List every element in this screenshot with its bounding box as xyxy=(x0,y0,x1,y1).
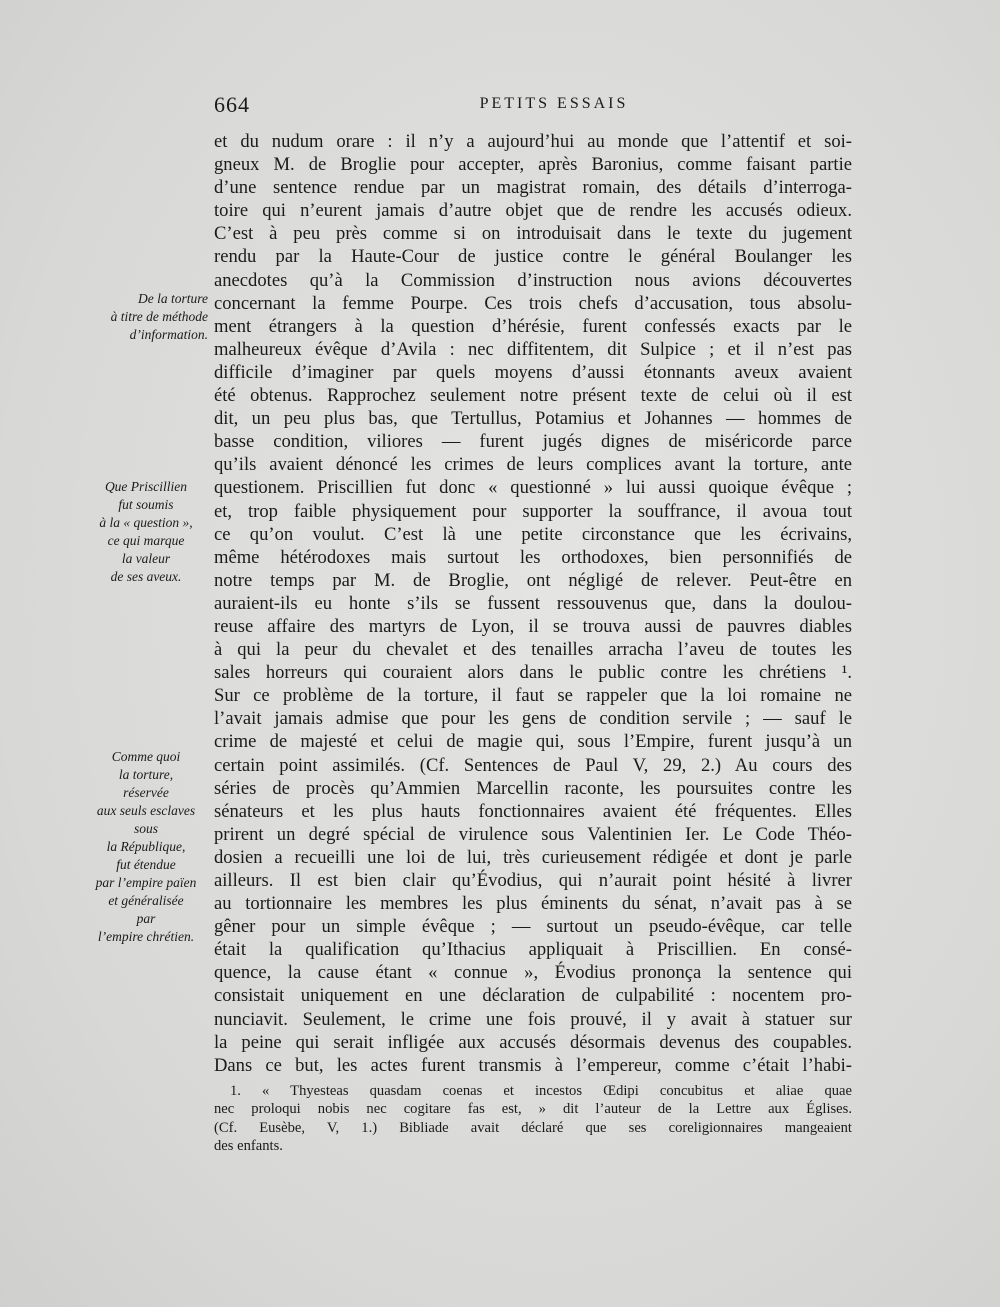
margin-note-line: par xyxy=(136,911,156,926)
margin-note-line: fut soumis xyxy=(118,497,174,512)
body-line: C’est à peu près comme si on introduisait dans le texte du jugement xyxy=(214,223,852,245)
body-line: consistait uniquement en une déclaration de culpabilité : nocentem pro- xyxy=(214,985,852,1007)
body-line: notre temps par M. de Broglie, ont négligé de relever. Peut-être en xyxy=(214,569,852,591)
margin-note-line: par l’empire païen xyxy=(95,875,197,890)
margin-note-line: Comme quoi xyxy=(111,749,181,764)
footnotes xyxy=(214,1082,852,1155)
margin-note-line: Que Priscillien xyxy=(104,479,188,494)
body-line: même hétérodoxes mais surtout les orthodoxes, bien personnifiés de xyxy=(214,546,852,568)
body-line: nunciavit. Seulement, le crime une fois prouvé, il y avait à statuer sur xyxy=(214,1008,852,1030)
body-line: dit, un peu plus bas, que Tertullus, Potamius et Johannes — hommes de xyxy=(214,408,852,430)
running-title: PETITS ESSAIS xyxy=(479,95,629,112)
body-line: sales horreurs qui couraient alors dans le public contre les chrétiens ¹. xyxy=(214,662,852,684)
body-line: ailleurs. Il est bien clair qu’Évodius, qui n’aurait point hésité à livrer xyxy=(214,870,852,891)
body-line: qu’ils avaient dénoncé les crimes de leurs complices avant la torture, ante xyxy=(214,454,852,476)
body-line: reuse affaire des martyrs de Lyon, il se trouva aussi de pauvres diables xyxy=(214,615,852,637)
page-number: 664 xyxy=(214,92,250,117)
body-line: ce qu’on voulut. C’est là une petite circonstance que les écrivains, xyxy=(214,523,852,545)
body-line: séries de procès qu’Ammien Marcellin raconte, les poursuites contre les xyxy=(214,777,852,799)
margin-note-line: sous xyxy=(133,821,158,836)
margin-note-line: réservée xyxy=(123,785,169,800)
margin-note-line: ce qui marque xyxy=(107,533,185,548)
margin-note-line: l’empire chrétien. xyxy=(97,929,195,944)
body-line: et, trop faible physiquement pour supporter la souffrance, il avoua tout xyxy=(214,500,852,522)
margin-note-torture-method xyxy=(80,290,212,344)
margin-note-line: et généralisée xyxy=(108,893,184,908)
footnote-line: nec proloqui nobis nec cogitare fas est, » dit l’auteur de la Lettre aux Églises. xyxy=(214,1101,852,1118)
body-line: la peine qui serait infligée aux accusés désormais devenus des coupables. xyxy=(214,1031,852,1053)
body-line: crime de majesté et celui de magie qui, sous l’Empire, furent jusqu’à un xyxy=(214,731,852,753)
margin-note-torture-extended xyxy=(80,748,212,946)
margin-note-line: à titre de méthode xyxy=(110,309,208,324)
body-line: ment étrangers à la question d’hérésie, furent confessés exacts par le xyxy=(214,315,852,337)
body-line: difficile d’imaginer par quels moyens d’aussi étonnants aveux avaient xyxy=(214,361,852,383)
body-line: basse condition, viliores — furent jugés dignes de miséricorde parce xyxy=(214,431,852,453)
body-line: certain point assimilés. (Cf. Sentences de Paul V, 29, 2.) Au cours des xyxy=(214,754,852,776)
body-line: dosien a recueilli une loi de lui, très curieusement rédigée et dont je parle xyxy=(214,846,852,868)
body-line: était la qualification qu’Ithacius appliquait à Priscillien. En consé- xyxy=(214,939,852,961)
margin-note-line: la République, xyxy=(106,839,186,854)
body-line: au tortionnaire les membres les plus éminents du sénat, n’avait pas à se xyxy=(214,893,852,915)
margin-note-line: aux seuls esclaves xyxy=(96,803,196,818)
body-line: Dans ce but, les actes furent transmis à l’empereur, comme c’était l’habi- xyxy=(214,1054,852,1076)
body-line: questionem. Priscillien fut donc « questionné » lui aussi quoique évêque ; xyxy=(214,477,852,499)
footnote-line: des enfants. xyxy=(214,1137,283,1154)
margin-note-line: la valeur xyxy=(121,551,171,566)
margin-note-line: la torture, xyxy=(118,767,174,782)
body-line: d’une sentence rendue par un magistrat romain, des détails d’interroga- xyxy=(214,177,852,199)
body-line: toire qui n’eurent jamais d’autre objet que de rendre les accusés odieux. xyxy=(214,200,852,222)
footnote-line: (Cf. Eusèbe, V, 1.) Bibliade avait déclaré que ses coreligionnaires mangeaient xyxy=(214,1119,852,1136)
body-line: à qui la peur du chevalet et des tenailles arracha l’aveu de toutes les xyxy=(214,639,852,661)
margin-note-line: fut étendue xyxy=(116,857,176,872)
body-line: malheureux évêque d’Avila : nec diffitentem, dit Sulpice ; et il n’est pas xyxy=(214,338,852,360)
body-line: l’avait jamais admise que pour les gens de condition servile ; — sauf le xyxy=(214,708,852,730)
body-line: prirent un degré spécial de virulence sous Valentinien Ier. Le Code Théo- xyxy=(214,823,852,845)
margin-note-line: de ses aveux. xyxy=(110,569,182,584)
body-text xyxy=(214,130,852,1077)
body-line: quence, la cause étant « connue », Évodius prononça la sentence qui xyxy=(214,962,852,984)
margin-note-line: à la « question », xyxy=(99,515,193,530)
page-header xyxy=(214,92,854,122)
body-line: anecdotes qu’à la Commission d’instruction nous avions découvertes xyxy=(214,269,852,291)
margin-note-priscillien-question xyxy=(80,478,212,586)
margin-note-line: De la torture xyxy=(138,291,208,306)
body-line: auraient-ils eu honte s’ils se fussent ressouvenus que, dans la doulou- xyxy=(214,592,852,614)
margin-note-line: d’information. xyxy=(129,327,208,342)
footnote-line: 1. « Thyesteas quasdam coenas et incestos Œdipi concubitus et aliae quae xyxy=(230,1083,852,1099)
body-line: été obtenus. Rapprochez seulement notre présent texte de celui où il est xyxy=(214,385,852,407)
body-line: Sur ce problème de la torture, il faut se rappeler que la loi romaine ne xyxy=(214,685,852,707)
body-line: gneux M. de Broglie pour accepter, après Baronius, comme faisant partie xyxy=(214,154,852,176)
body-line: gêner pour un simple évêque ; — surtout un pseudo-évêque, car telle xyxy=(214,916,852,938)
body-line: sénateurs et les plus hauts fonctionnaires avaient été fréquentes. Elles xyxy=(214,800,852,822)
body-line: rendu par la Haute-Cour de justice contre le général Boulanger les xyxy=(214,246,852,268)
body-line: et du nudum orare : il n’y a aujourd’hui au monde que l’attentif et soi- xyxy=(214,131,852,152)
body-line: concernant la femme Pourpe. Ces trois chefs d’accusation, tous absolu- xyxy=(214,292,852,314)
